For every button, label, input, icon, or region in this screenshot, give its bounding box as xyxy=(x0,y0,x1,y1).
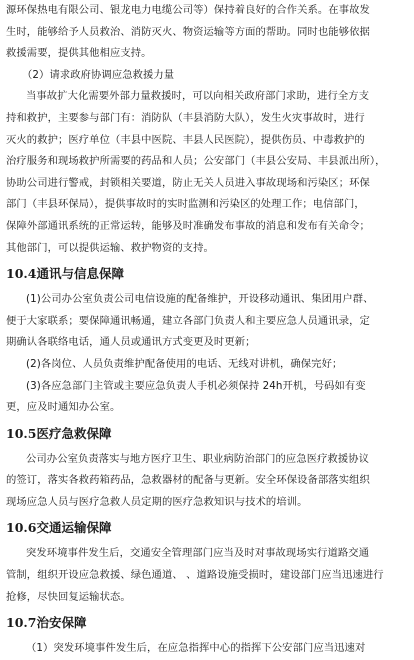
text-line: 当事故扩大化需要外部力量救援时，可以向相关政府部门求助，进行全方支 xyxy=(26,90,370,103)
text-line: （1）突发环境事件发生后，在应急指挥中心的指挥下公安部门应当迅速对 xyxy=(26,642,366,655)
text-line: 生时，能够给予人员救治、消防灭火、物资运输等方面的帮助。同时也能够依据 xyxy=(6,25,370,38)
section-number: 10.7 xyxy=(6,615,37,631)
text-line: 协助公司进行警戒，封锁相关要道，防止无关人员进入事故现场和污染区；环保 xyxy=(6,176,370,189)
section-10-6-body xyxy=(6,543,410,608)
intro-paragraph xyxy=(6,0,410,65)
text-line: 现场应急人员与医疗急救人员定期的医疗急救知识与技术的培训。 xyxy=(6,495,308,508)
section-title: 医疗急救保障 xyxy=(36,425,112,441)
text-line: 公司办公室负责落实与地方医疗卫生、职业病防治部门的应急医疗救援协议 xyxy=(26,452,370,465)
text-line: 突发环境事件发生后，交通安全管理部门应当及时对事故现场实行道路交通 xyxy=(26,547,370,560)
section-heading-10-7 xyxy=(6,608,410,638)
text-line: (3)各应急部门主管或主要应急负责人手机必须保持 24h开机，号码如有变 xyxy=(26,379,366,392)
text-line: (2)各岗位、人员负责维护配备使用的电话、无线对讲机，确保完好； xyxy=(26,357,343,370)
section-number: 10.6 xyxy=(6,520,37,536)
text-line: 管制，组织开设应急救援、绿色通道、 、道路设施受损时，建设部门应当迅速进行 xyxy=(6,569,384,582)
section-title: 通讯与信息保障 xyxy=(36,266,124,282)
text-line: 期确认各联络电话，通人员或通讯方式变更及时更新； xyxy=(6,336,256,349)
subsection-2-paragraph xyxy=(6,86,410,259)
section-title: 治安保障 xyxy=(36,615,87,631)
section-heading-10-6 xyxy=(6,513,410,543)
text-line: 救援需要，提供其他相应支持。 xyxy=(6,47,152,60)
section-10-7-body xyxy=(6,638,410,660)
section-heading-10-4 xyxy=(6,259,410,289)
section-number: 10.4 xyxy=(6,266,37,282)
text-line: 治疗服务和现场救护所需要的药品和人员；公安部门（丰县公安局、丰县派出所）， xyxy=(6,155,386,168)
text-line: 保障外部通讯系统的正常运转，能够及时准确发布事故的消息和发布有关命令； xyxy=(6,219,370,232)
text-line: 灭火的救护；医疗单位（丰县中医院、丰县人民医院），提供伤员、中毒救护的 xyxy=(6,133,365,146)
text-line: (1)公司办公室负责公司电信设施的配备维护，开设移动通讯、集团用户群、 xyxy=(26,293,374,306)
text-line: 的签订，落实各救药箱药品，急救器材的配备与更新。安全环保设备部落实组织 xyxy=(6,474,370,487)
subsection-2-title: （2）请求政府协调应急救援力量 xyxy=(22,68,175,81)
section-heading-10-5 xyxy=(6,419,410,449)
section-number: 10.5 xyxy=(6,425,37,441)
text-line: 抢修，尽快回复运输状态。 xyxy=(6,590,131,603)
section-title: 交通运输保障 xyxy=(36,520,112,536)
text-line: 便于大家联系；要保障通讯畅通，建立各部门负责人和主要应急人员通讯录，定 xyxy=(6,314,370,327)
section-10-4-body xyxy=(6,289,410,419)
text-line: 其他部门，可以提供运输、救护物资的支持。 xyxy=(6,241,214,254)
text-line: 部门（丰县环保局），提供事故时的实时监测和污染区的处理工作；电信部门， xyxy=(6,198,365,211)
section-10-5-body xyxy=(6,449,410,514)
text-line: 源环保热电有限公司、银龙电力电缆公司等）保持着良好的合作关系。在事故发 xyxy=(6,4,370,16)
text-line: 持和救护，主要参与部门有：消防队（丰县消防大队），发生火灾事故时，进行 xyxy=(6,111,365,124)
text-line: 更，应及时通知办公室。 xyxy=(6,401,121,414)
